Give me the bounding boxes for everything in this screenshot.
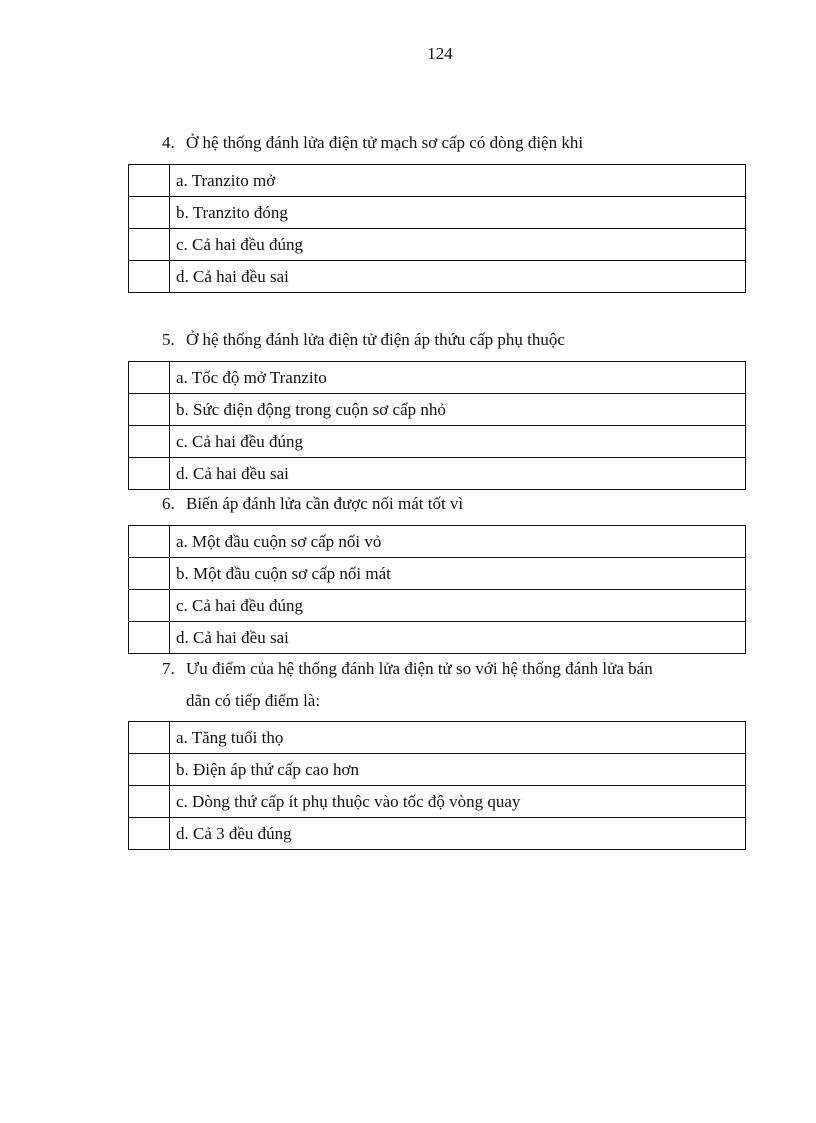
- answer-table-6: [128, 525, 746, 654]
- answer-mark-cell[interactable]: [129, 722, 170, 754]
- answer-option[interactable]: d. Cả 3 đều đúng: [170, 818, 746, 850]
- answer-option[interactable]: d. Cả hai đều sai: [170, 458, 746, 490]
- answer-option[interactable]: c. Cả hai đều đúng: [170, 590, 746, 622]
- answer-option[interactable]: a. Một đầu cuộn sơ cấp nối vỏ: [170, 526, 746, 558]
- question-text-continued: dãn có tiếp điểm là:: [186, 691, 321, 710]
- answer-option[interactable]: b. Một đầu cuộn sơ cấp nối mát: [170, 558, 746, 590]
- table-row: [129, 261, 746, 293]
- table-row: [129, 426, 746, 458]
- answer-option[interactable]: c. Cả hai đều đúng: [170, 426, 746, 458]
- answer-mark-cell[interactable]: [129, 590, 170, 622]
- answer-option[interactable]: d. Cả hai đều sai: [170, 622, 746, 654]
- answer-mark-cell[interactable]: [129, 818, 170, 850]
- table-row: [129, 622, 746, 654]
- answer-mark-cell[interactable]: [129, 458, 170, 490]
- question-text: Ở hệ thống đánh lửa điện tử mạch sơ cấp có dòng điện khi: [186, 133, 584, 152]
- question-text: Ưu điểm của hệ thống đánh lửa điện tử so với hệ thống đánh lửa bán: [186, 659, 653, 678]
- answer-option[interactable]: c. Dòng thứ cấp ít phụ thuộc vào tốc độ vòng quay: [170, 786, 746, 818]
- question-number: 6.: [162, 494, 175, 513]
- table-row: [129, 818, 746, 850]
- question-number: 4.: [162, 133, 175, 152]
- answer-option[interactable]: a. Tranzito mở: [170, 165, 746, 197]
- answer-mark-cell[interactable]: [129, 786, 170, 818]
- answer-option[interactable]: a. Tăng tuổi thọ: [170, 722, 746, 754]
- answer-option[interactable]: b. Điện áp thứ cấp cao hơn: [170, 754, 746, 786]
- answer-mark-cell[interactable]: [129, 394, 170, 426]
- question-4: [162, 127, 752, 159]
- table-row: [129, 754, 746, 786]
- answer-mark-cell[interactable]: [129, 426, 170, 458]
- table-row: [129, 165, 746, 197]
- answer-mark-cell[interactable]: [129, 229, 170, 261]
- answer-option[interactable]: c. Cả hai đều đúng: [170, 229, 746, 261]
- table-row: [129, 526, 746, 558]
- question-number: 5.: [162, 330, 175, 349]
- table-row: [129, 458, 746, 490]
- table-row: [129, 786, 746, 818]
- answer-table-5: [128, 361, 746, 490]
- question-text: Biến áp đánh lửa cần được nối mát tốt vì: [186, 494, 464, 513]
- answer-option[interactable]: b. Tranzito đóng: [170, 197, 746, 229]
- answer-option[interactable]: d. Cả hai đều sai: [170, 261, 746, 293]
- answer-mark-cell[interactable]: [129, 165, 170, 197]
- table-row: [129, 558, 746, 590]
- table-row: [129, 722, 746, 754]
- answer-mark-cell[interactable]: [129, 261, 170, 293]
- answer-table-4: [128, 164, 746, 293]
- answer-mark-cell[interactable]: [129, 526, 170, 558]
- answer-mark-cell[interactable]: [129, 754, 170, 786]
- answer-table-7: [128, 721, 746, 850]
- answer-mark-cell[interactable]: [129, 197, 170, 229]
- question-6: [162, 488, 752, 520]
- page-number: 124: [427, 44, 453, 63]
- answer-mark-cell[interactable]: [129, 362, 170, 394]
- table-row: [129, 197, 746, 229]
- answer-mark-cell[interactable]: [129, 558, 170, 590]
- answer-option[interactable]: a. Tốc độ mở Tranzito: [170, 362, 746, 394]
- question-7: [162, 653, 752, 717]
- question-5: [162, 324, 752, 356]
- table-row: [129, 394, 746, 426]
- table-row: [129, 590, 746, 622]
- answer-option[interactable]: b. Sức điện động trong cuộn sơ cấp nhỏ: [170, 394, 746, 426]
- table-row: [129, 362, 746, 394]
- answer-mark-cell[interactable]: [129, 622, 170, 654]
- table-row: [129, 229, 746, 261]
- question-text: Ở hệ thống đánh lửa điện tử điện áp thứu cấp phụ thuộc: [186, 330, 565, 349]
- question-number: 7.: [162, 659, 175, 678]
